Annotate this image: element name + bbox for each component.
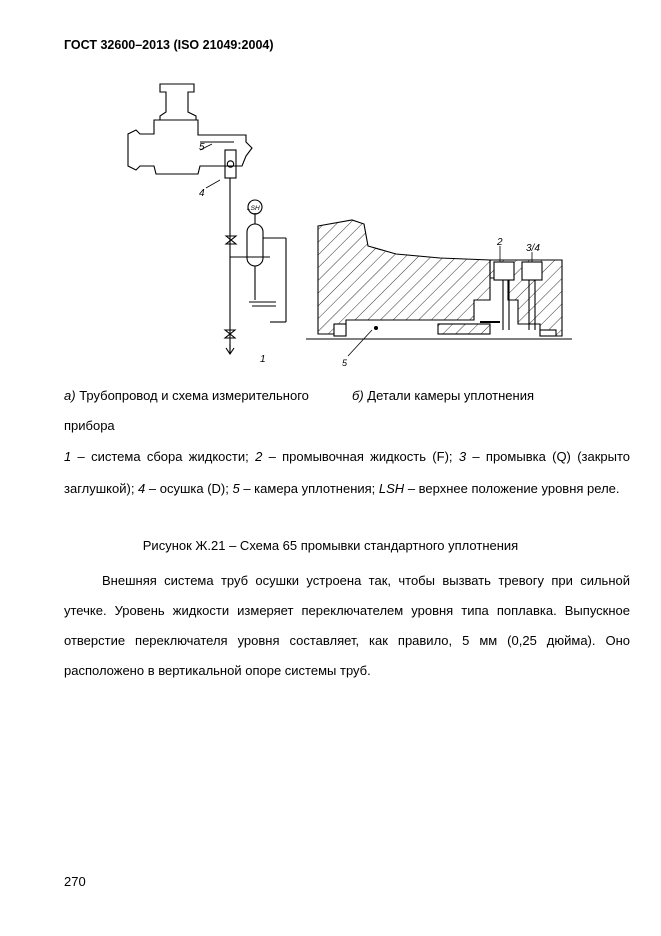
figure-diagram bbox=[0, 0, 661, 380]
caption-a-cont: прибора bbox=[64, 418, 115, 433]
legend-text: – промывочная жидкость (F); bbox=[262, 449, 459, 464]
document-header: ГОСТ 32600–2013 (ISO 21049:2004) bbox=[64, 38, 274, 52]
label-b-5: 5 bbox=[342, 358, 348, 368]
legend-num: 2 bbox=[255, 449, 263, 464]
diagram-a-pipework bbox=[128, 84, 286, 354]
legend-text: – осушка (D); bbox=[145, 481, 233, 496]
caption-b bbox=[352, 388, 534, 404]
legend-num: 3 bbox=[458, 449, 467, 464]
label-lsh: LSH bbox=[247, 205, 260, 212]
caption-b-text: Детали камеры уплотнения bbox=[367, 388, 534, 403]
caption-a bbox=[64, 388, 309, 404]
label-a-1: 1 bbox=[260, 354, 266, 365]
body-paragraph: Внешняя система труб осушки устроена так, чтобы вызвать тревогу при сильной утечке. Уровень жидкости измеряет переключателем уровня типа поплавка. Выпускное отверстие переключателя уровня составляет, как правило, 5 мм (0,25 дюйма). Оно расположено в вертикальной опоре системы труб. bbox=[64, 573, 630, 678]
legend-num: 4 bbox=[138, 481, 146, 496]
caption-a-letter: а) bbox=[64, 388, 76, 403]
legend-text: – камера уплотнения; bbox=[239, 481, 379, 496]
legend-num: 5 bbox=[232, 481, 240, 496]
legend-text: – промывка (Q) (закрыто заглушкой); bbox=[64, 449, 631, 496]
legend-num: LSH bbox=[378, 481, 405, 496]
diagram-b-seal-chamber bbox=[306, 220, 572, 356]
caption-b-letter: б) bbox=[352, 388, 364, 403]
caption-a-text: Трубопровод и схема измерительного bbox=[79, 388, 309, 403]
legend-text: – верхнее положение уровня реле. bbox=[404, 481, 620, 496]
label-b-2: 2 bbox=[497, 237, 503, 248]
figure-title: Рисунок Ж.21 – Схема 65 промывки стандартного уплотнения bbox=[142, 538, 519, 553]
label-b-34: 3/4 bbox=[526, 243, 540, 254]
legend-num: 1 bbox=[64, 449, 72, 464]
label-a-5: 5 bbox=[199, 142, 205, 153]
figure-legend bbox=[64, 441, 630, 505]
label-a-4: 4 bbox=[199, 188, 205, 199]
page-number: 270 bbox=[64, 874, 86, 889]
legend-text: – система сбора жидкости; bbox=[71, 449, 256, 464]
